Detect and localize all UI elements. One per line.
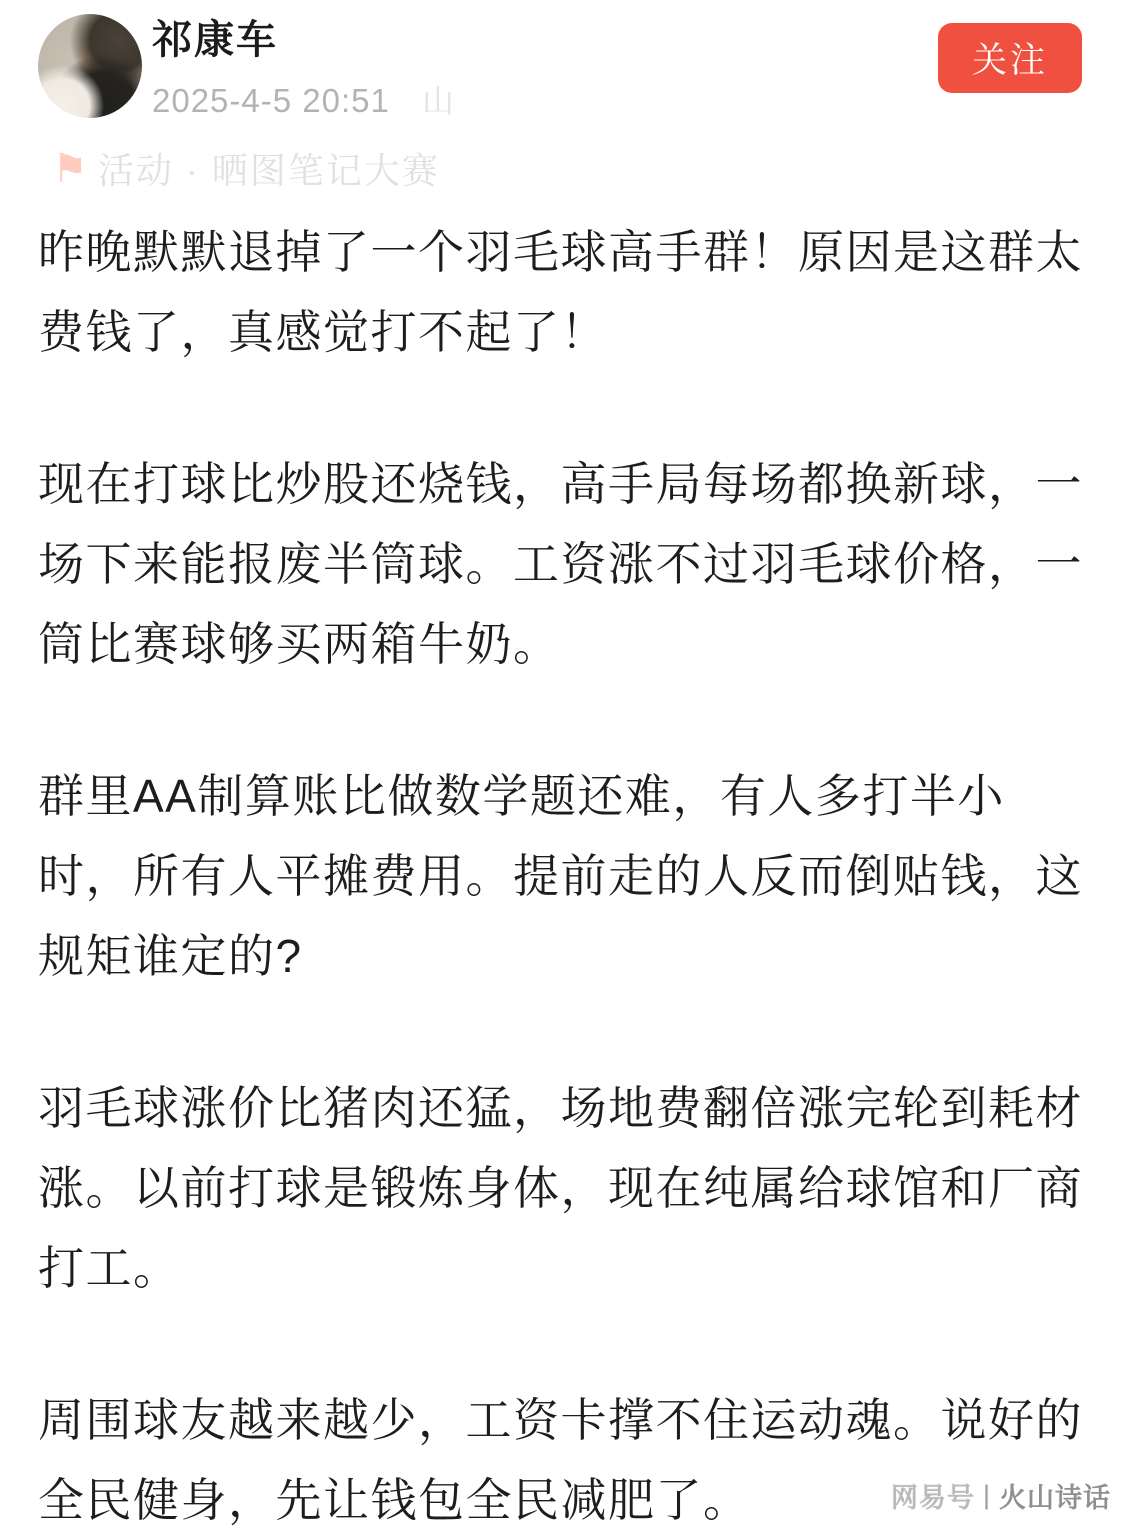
faint-watermark-glyph: 山 bbox=[422, 83, 456, 119]
post-paragraph: 群里AA制算账比做数学题还难，有人多打半小时，所有人平摊费用。提前走的人反而倒贴钱，这规矩谁定的? bbox=[38, 770, 1083, 982]
post-timestamp: 2025-4-5 20:51 bbox=[152, 82, 390, 119]
post-body bbox=[38, 212, 1088, 1540]
follow-button[interactable]: 关注 bbox=[938, 23, 1082, 93]
activity-tag[interactable] bbox=[52, 143, 440, 194]
post-paragraph: 羽毛球涨价比猪肉还猛，场地费翻倍涨完轮到耗材涨。以前打球是锻炼身体，现在纯属给球馆和厂商打工。 bbox=[38, 1082, 1083, 1294]
watermark-separator: | bbox=[982, 1480, 991, 1510]
user-avatar[interactable] bbox=[38, 14, 142, 118]
post-header bbox=[38, 14, 1087, 126]
activity-tag-label: 活动 · 晒图笔记大赛 bbox=[97, 150, 440, 191]
watermark bbox=[891, 1476, 1111, 1515]
timestamp-row bbox=[152, 76, 455, 122]
post-paragraph: 现在打球比炒股还烧钱，高手局每场都换新球，一场下来能报废半筒球。工资涨不过羽毛球价格，一筒比赛球够买两箱牛奶。 bbox=[38, 458, 1083, 670]
watermark-brand: 网易号 bbox=[890, 1483, 975, 1513]
post-paragraph: 昨晚默默退掉了一个羽毛球高手群！原因是这群太费钱了，真感觉打不起了！ bbox=[38, 226, 1083, 358]
flag-icon: ⚑ bbox=[52, 146, 88, 191]
username[interactable]: 祁康车 bbox=[152, 18, 278, 62]
user-meta bbox=[152, 16, 455, 122]
post-paragraph: 周围球友越来越少，工资卡撑不住运动魂。说好的全民健身，先让钱包全民减肥了。 bbox=[38, 1394, 1083, 1526]
watermark-channel: 火山诗话 bbox=[999, 1483, 1111, 1513]
